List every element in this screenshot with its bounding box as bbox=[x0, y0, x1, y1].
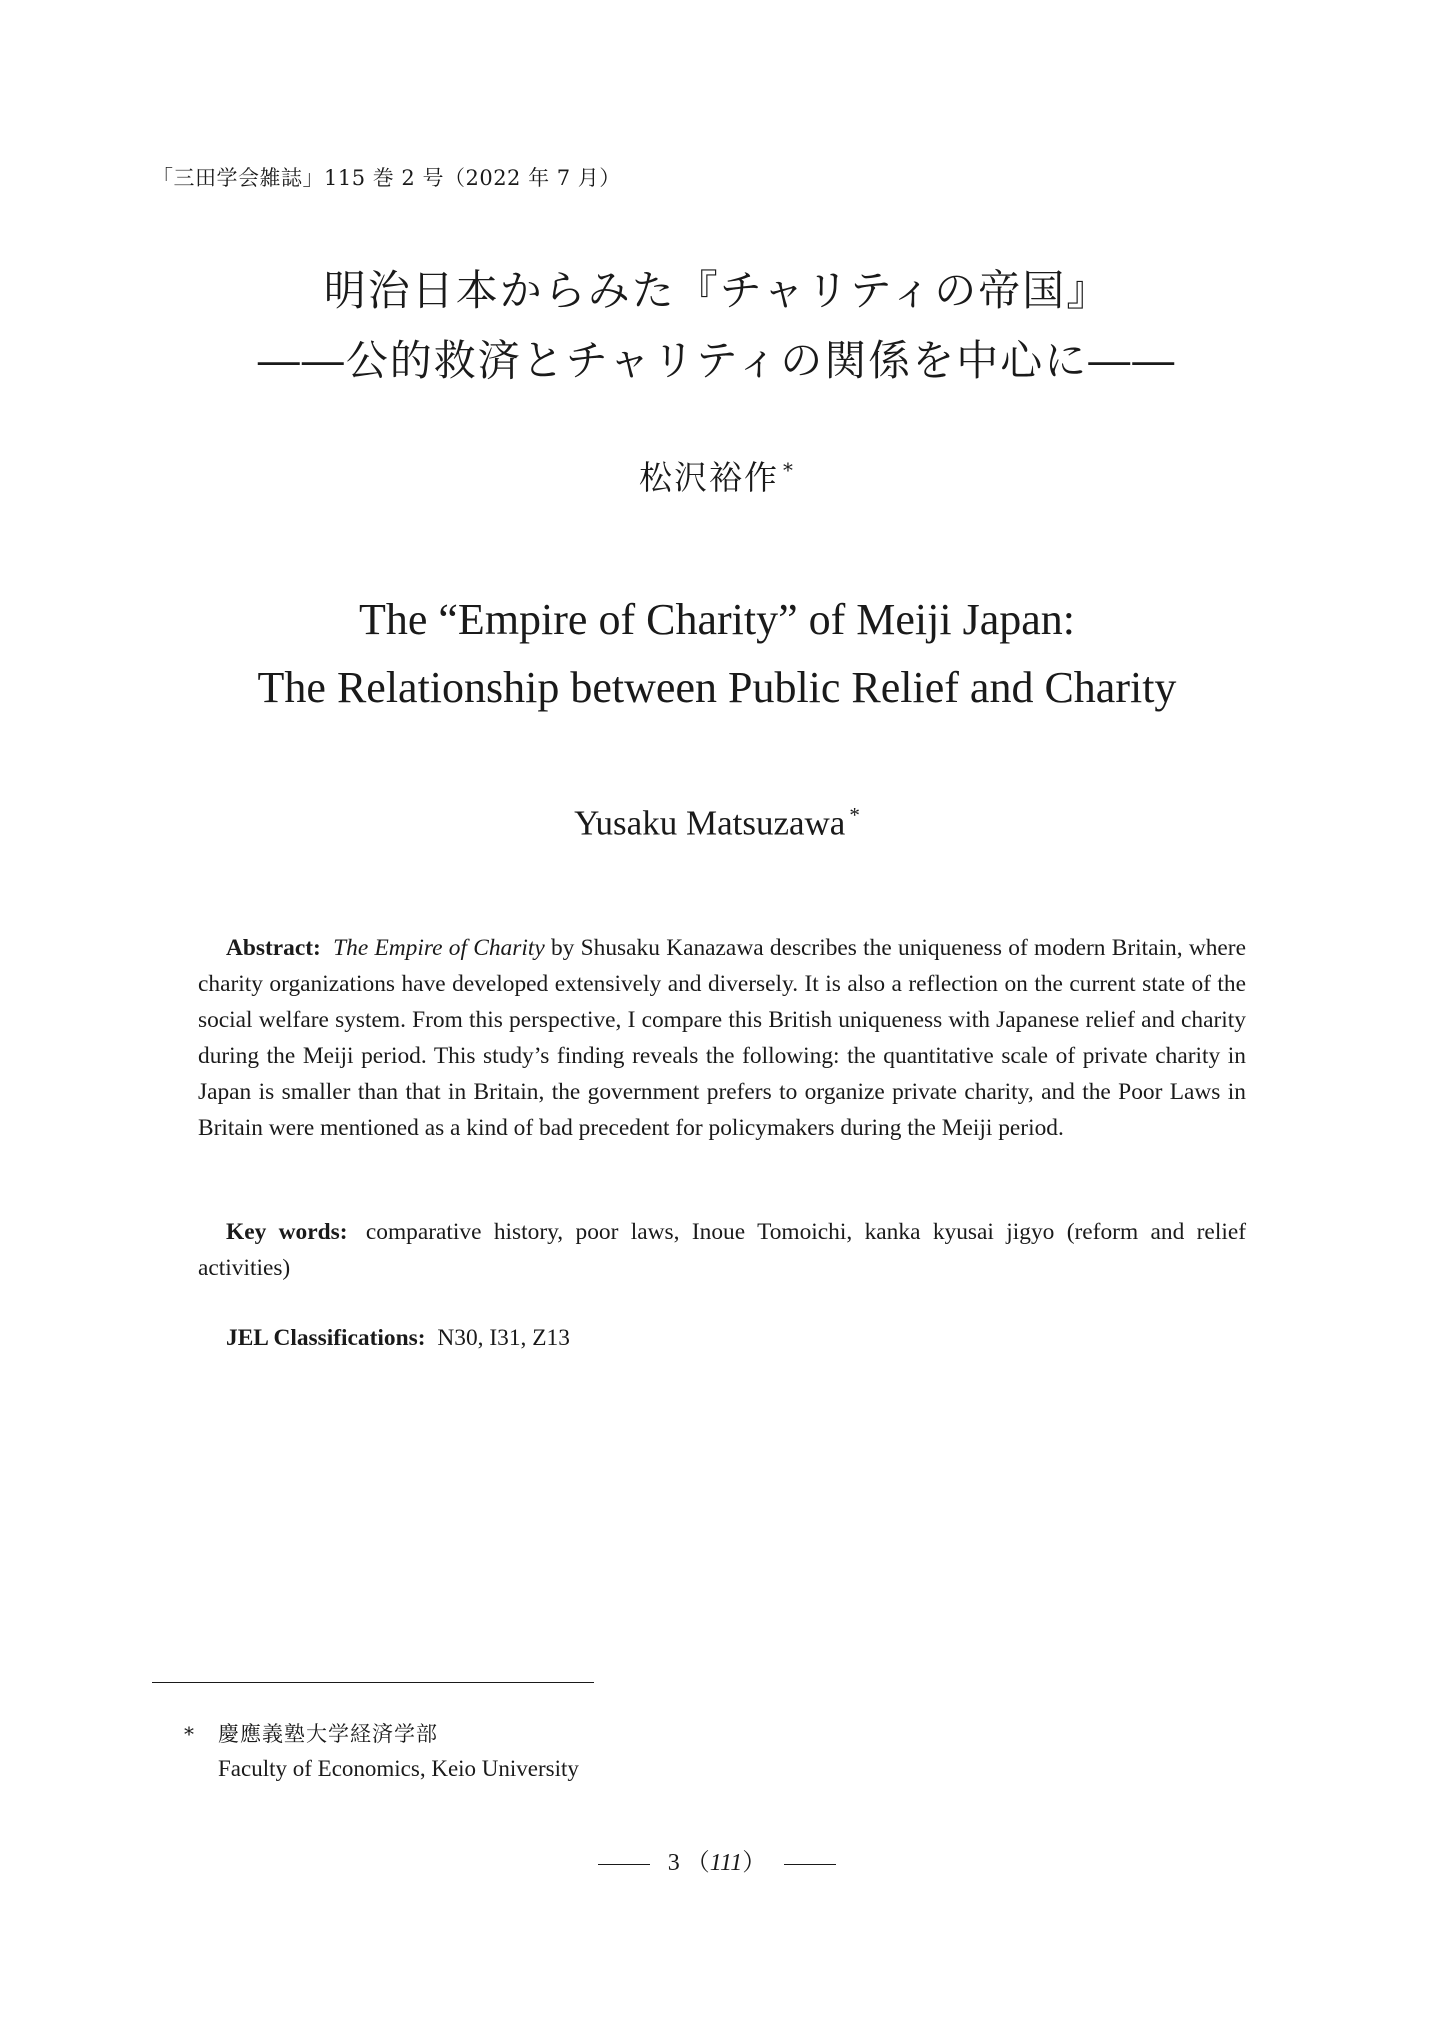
footnote-affiliation-en: Faculty of Economics, Keio University bbox=[218, 1756, 579, 1781]
page-number-open-paren: （ bbox=[685, 1850, 710, 1876]
jel-label: JEL Classifications: bbox=[226, 1325, 426, 1351]
author-footnote-mark: * bbox=[783, 459, 795, 482]
page-number bbox=[0, 1842, 1434, 1877]
jel-text: N30, I31, Z13 bbox=[437, 1325, 570, 1351]
page-number-dash-left bbox=[598, 1864, 650, 1865]
abstract-label: Abstract: bbox=[226, 935, 321, 961]
japanese-title-line-1: 明治日本からみた『チャリティの帝国』 bbox=[323, 266, 1111, 315]
page-number-close-paren: ） bbox=[742, 1850, 767, 1876]
page-number-current: 3 bbox=[667, 1850, 680, 1876]
jel-classifications bbox=[198, 1320, 1246, 1356]
english-author bbox=[0, 803, 1434, 844]
keywords bbox=[198, 1214, 1246, 1286]
abstract-book-title: The Empire of Charity bbox=[333, 935, 545, 961]
footnote-rule bbox=[152, 1682, 594, 1683]
japanese-title-line-2: ――公的救済とチャリティの関係を中心に―― bbox=[257, 336, 1177, 385]
page-number-dash-right bbox=[784, 1864, 836, 1865]
japanese-author-name: 松沢裕作 bbox=[639, 458, 780, 497]
english-title-line-1: The “Empire of Charity” of Meiji Japan: bbox=[359, 595, 1075, 644]
japanese-author bbox=[0, 452, 1434, 499]
author-footnote-mark-en: * bbox=[849, 803, 860, 827]
abstract bbox=[198, 930, 1246, 1146]
journal-header: 「三田学会雑誌」115 巻 2 号（2022 年 7 月） bbox=[152, 166, 621, 190]
english-author-name: Yusaku Matsuzawa bbox=[574, 803, 846, 843]
keywords-text: comparative history, poor laws, Inoue Tomoichi, kanka kyusai jigyo (reform and relief activities) bbox=[198, 1219, 1246, 1281]
english-title-line-2: The Relationship between Public Relief and Charity bbox=[257, 663, 1177, 712]
footnote-mark: * bbox=[184, 1722, 194, 1746]
keywords-label: Key words: bbox=[226, 1219, 348, 1245]
page-number-original: 111 bbox=[709, 1850, 743, 1876]
footnote-affiliation-ja: 慶應義塾大学経済学部 bbox=[218, 1722, 438, 1746]
abstract-text: by Shusaku Kanazawa describes the uniqueness of modern Britain, where charity organizations have developed extensively and diversely. It is also a reflection on the current state of the social welfare system. From this perspective, I compare this British uniqueness with Japanese relief and charity during the Meiji period. This study’s finding reveals the following: the quantitative scale of private charity in Japan is smaller than that in Britain, the government prefers to organize private charity, and the Poor Laws in Britain were mentioned as a kind of bad precedent for policymakers during the Meiji period. bbox=[198, 935, 1246, 1141]
